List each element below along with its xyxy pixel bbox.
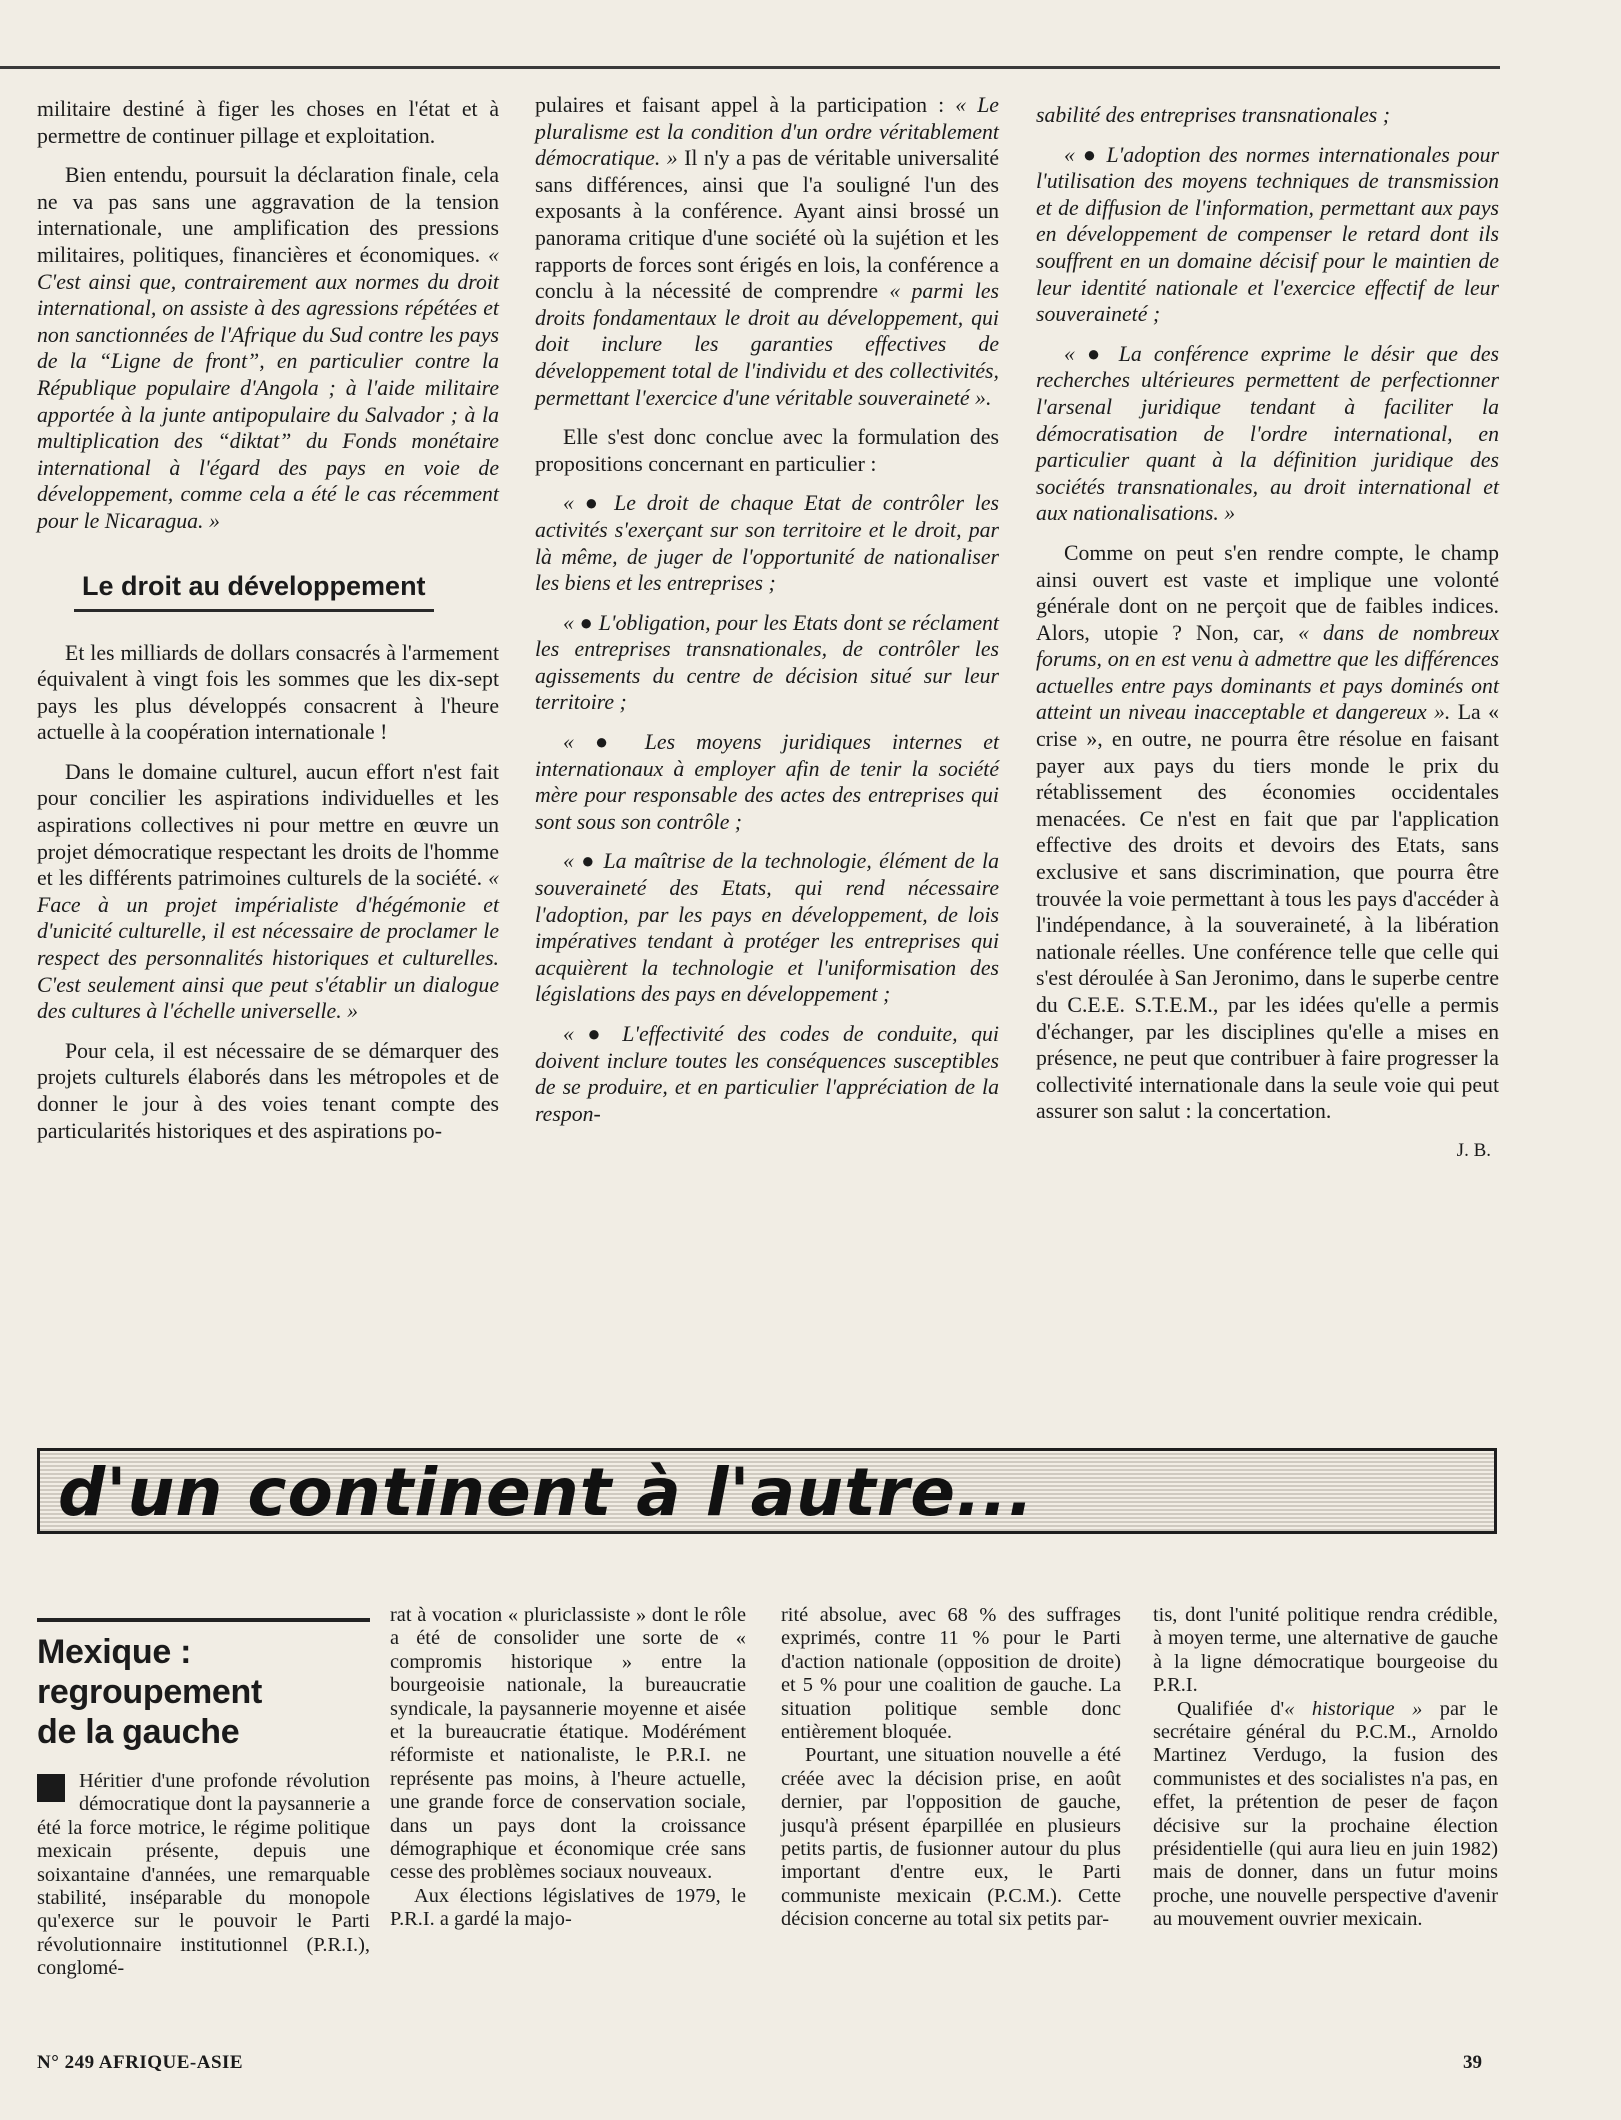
footer-publication [37,2052,243,2074]
bottom-column-1 [37,1632,370,1981]
bullet-item: « ● La maîtrise de la technologie, élément de la souveraineté des Etats, qui rend nécessaire l'adoption, par les pays en développement, de lois impératives tendant à protéger les entreprises qui acquièrent la technologie et l'uniformisation des législations des pays en développement ; [535,849,999,1007]
paragraph: Comme on peut s'en rendre compte, le champ ainsi ouvert est vaste et implique une volonté générale dont on ne perçoit que de faibles indices. Alors, utopie ? Non, car, « dans de nombreux forums, on en est venu à admettre que les différences actuelles entre pays dominants et pays dominés ont atteint un niveau inacceptable et dangereux ». La « crise », en outre, ne pourra être résolue en faisant payer aux pays du tiers monde le prix du rétablissement des économies occidentales menacées. Ce n'est en fait que par l'application effective des droits et devoirs des Etats, sans exclusive et sans discrimination, que pourra être trouvée la voie permettant à tous les pays d'accéder à l'indépendance, à la souveraineté, à la libération nationale réelles. Une conférence telle que celle qui s'est déroulée à San Jeronimo, dans le superbe centre du C.E.E. S.T.E.M., par les idées qu'elle a permis d'échanger, par les disciplines qu'elle a mises en présence, ne peut que contribuer à faire progresser la collectivité internationale dans la seule voie qui peut assurer son salut : la concertation. [1036,540,1499,1124]
bottom-column-2 [390,1604,746,1932]
paragraph: Dans le domaine culturel, aucun effort n'est fait pour concilier les aspirations individuelles et les aspirations collectives ni pour mettre en œuvre un projet démocratique respectant les droits de l'homme et les différents patrimoines culturels de la société. « Face à un projet impérialiste d'hégémonie et d'unicité culturelle, il est nécessaire de proclamer le respect des personnalités historiques et culturelles. C'est seulement ainsi que peut s'établir un dialogue des cultures à l'échelle universelle. » [37,759,499,1024]
bottom-column-4 [1153,1604,1498,1932]
bullet-item: « ● L'effectivité des codes de conduite, qui doivent inclure toutes les conséquences susceptibles de se produire, et en particulier l'appréciation de la respon- [535,1022,999,1126]
paragraph: Aux élections législatives de 1979, le P.R.I. a gardé la majo- [390,1884,746,1931]
paragraph: Bien entendu, poursuit la déclaration finale, cela ne va pas sans une aggravation de la tension internationale, une amplification des pressions militaires, politiques, financières et économiques. « C'est ainsi que, contrairement aux normes du droit international, on assiste à des agressions répétées et non sanctionnées de l'Afrique du Sud contre les pays de la “Ligne de front”, en particulier contre la République populaire d'Angola ; à l'aide militaire apportée à la junte antipopulaire du Salvador ; à la multiplication des “diktat” du Fonds monétaire international à l'égard des pays en voie de développement, comme cela a été le cas récemment pour le Nicaragua. » [37,163,499,533]
paragraph: militaire destiné à figer les choses en l'état et à permettre de continuer pillage et exploitation. [37,97,499,148]
banner-title: d'un continent à l'autre... [58,1454,1035,1531]
article-column-2 [535,92,999,1140]
paragraph: Pourtant, une situation nouvelle a été créée avec la décision prise, en août dernier, par l'opposition de gauche, jusqu'à présent éparpillée en plusieurs petits partis, de fusionner autour du plus important d'entre eux, le Parti communiste mexicain (P.C.M.). Cette décision concerne au total six petits par- [781,1744,1121,1931]
bullet-item: « ● La conférence exprime le désir que des recherches ultérieures permettent de perfectionner l'arsenal juridique tendant à faciliter la démocratisation de l'ordre international, en particulier quant à la définition juridique des sociétés transnationales, au droit international et aux nationalisations. » [1036,341,1499,526]
paragraph: sabilité des entreprises transnationales ; [1036,103,1390,127]
lead-square-icon [37,1774,65,1802]
paragraph: rat à vocation « pluriclassiste » dont le rôle a été de consolider une sorte de « compromis historique » entre la bourgeoisie nationale, la bureaucratie syndicale, la paysannerie moyenne et aisée et la bureaucratie étatique. Modérément réformiste et nationaliste, le P.R.I. ne représente pas moins, à l'heure actuelle, une grande force de conservation sociale, dans un pays dont la croissance démographique et économique crée sans cesse des problèmes sociaux nouveaux. [390,1604,746,1884]
author-signature: J. B. [1456,1139,1491,1161]
paragraph: Et les milliards de dollars consacrés à l'armement équivalent à vingt fois les sommes que les dix-sept pays les plus développés consacrent à l'heure actuelle à la coopération internationale ! [37,640,499,745]
bullet-item: « ● L'obligation, pour les Etats dont se réclament les entreprises transnationales, de contrôler les agissements du centre de décision situé sur leur territoire ; [535,610,999,715]
paragraph: Elle s'est donc conclue avec la formulation des propositions concernant en particulier : [535,425,999,476]
paragraph: pulaires et faisant appel à la participation : « Le pluralisme est la condition d'un ordre véritablement démocratique. » Il n'y a pas de véritable universalité sans différences, ainsi que l'a souligné l'un des exposants à la conférence. Ayant ainsi brossé un panorama critique d'une société où la sujétion et les rapports de forces sont érigés en lois, la conférence a conclu à la nécessité de comprendre « parmi les droits fondamentaux le droit au développement, qui doit inclure les garanties effectives de développement total de l'individu et des collectivités, permettant l'exercice d'une véritable souveraineté ». [535,93,999,410]
bullet-item: « ● Le droit de chaque Etat de contrôler les activités s'exerçant sur son territoire et le droit, par là même, de juger de l'opportunité de nationaliser les biens et les entreprises ; [535,491,999,596]
section-banner [37,1448,1497,1534]
paragraph: Qualifiée d'« historique » par le secrétaire général du P.C.M., Arnoldo Martinez Verdugo, la fusion des communistes et des socialistes n'a pas, en effet, la prétention de peser de façon décisive sur la prochaine élection présidentielle (qui aura lieu en juin 1982) mais de donner, dans un futur moins proche, une nouvelle perspective d'avenir au mouvement ouvrier mexicain. [1153,1697,1498,1931]
article-column-3 [1036,102,1499,1165]
page-number: 39 [1463,2052,1482,2073]
article-headline: Mexique : regroupement de la gauche [37,1633,262,1751]
bullet-item: « ● Les moyens juridiques internes et internationaux à employer afin de tenir la société mère pour responsable des actes des entreprises qui sont sous son contrôle ; [535,730,999,834]
top-rule [0,66,1500,69]
bottom-column-3 [781,1604,1121,1932]
headline-rule [37,1618,370,1622]
publication-name: AFRIQUE-ASIE [98,2052,244,2073]
article-column-1 [37,96,499,1157]
lead-paragraph: Héritier d'une profonde révolution démocratique dont la paysannerie a été la force motrice, le régime politique mexicain présente, depuis une soixantaine d'années, une remarquable stabilité, inséparable du monopole qu'exerce sur le pouvoir le Parti révolutionnaire institutionnel (P.R.I.), conglomé- [37,1770,370,1980]
issue-number: N° 249 [37,2052,95,2073]
paragraph: tis, dont l'unité politique rendra crédible, à moyen terme, une alternative de gauche à la ligne démocratique bourgeoise du P.R.I. [1153,1604,1498,1697]
paragraph: Pour cela, il est nécessaire de se démarquer des projets culturels élaborés dans les métropoles et de donner le jour à des voies tenant compte des particularités historiques et des aspirations po- [37,1038,499,1143]
paragraph: rité absolue, avec 68 % des suffrages exprimés, contre 11 % pour le Parti d'action nationale (opposition de droite) et 5 % pour une coalition de gauche. La situation politique semble donc entièrement bloquée. [781,1604,1121,1744]
bullet-item: « ● L'adoption des normes internationales pour l'utilisation des moyens techniques de transmission et de diffusion de l'information, permettant aux pays en développement de compenser le retard dont ils souffrent en un domaine décisif pour le maintien de leur identité nationale et l'exercice effectif de leur souveraineté ; [1036,142,1499,327]
section-subheading: Le droit au développement [82,570,426,612]
